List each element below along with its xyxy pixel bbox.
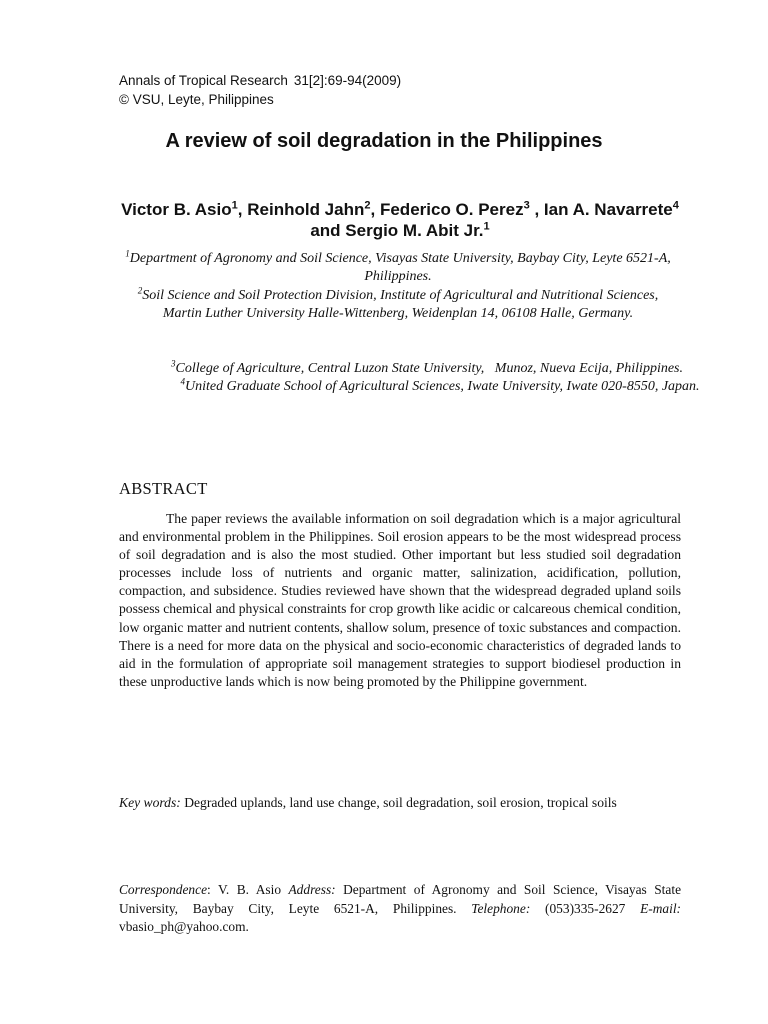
author-affiliation-marker: 3 <box>523 199 530 212</box>
affiliation-text: United Graduate School of Agricultural Sciences, Iwate University, Iwate 020-8550, Japan. <box>184 379 700 394</box>
paper-title: A review of soil degradation in the Philippines <box>165 130 603 152</box>
author-name: Reinhold Jahn <box>247 200 365 219</box>
author-affiliation-marker: 1 <box>483 220 490 233</box>
address-label: Address: <box>288 882 336 897</box>
abstract-heading: ABSTRACT <box>119 479 208 498</box>
author-separator: , <box>529 200 544 219</box>
author-separator: , <box>237 200 248 219</box>
correspondence <box>119 881 681 937</box>
author-affiliation-marker: 1 <box>231 199 238 212</box>
affiliation-text: Soil Science and Soil Protection Division, Institute of Agricultural and Nutritional Sciences, Martin Luther University Halle-Wittenberg, Weidenplan 14, 06108 Halle, Germany. <box>142 288 659 321</box>
affiliation-marker: 3 <box>171 357 176 368</box>
affiliation-text: Department of Agronomy and Soil Science, Visayas State University, Baybay City, Leyte 6521-A, Philippines. <box>129 251 671 284</box>
author-name: Ian A. Navarrete <box>543 200 673 219</box>
author-name: Federico O. Perez <box>379 200 524 219</box>
journal-header <box>119 71 401 109</box>
address-value: Department of Agronomy and Soil Science, Visayas State University, Baybay City, Leyte 6521-A, Philippines. <box>119 882 682 916</box>
keywords <box>119 794 759 812</box>
email-label: E-mail: <box>640 900 681 916</box>
author-affiliation-marker: 4 <box>672 199 679 212</box>
author-list <box>110 199 690 241</box>
copyright-line: © VSU, Leyte, Philippines <box>119 92 274 107</box>
keywords-text: Degraded uplands, land use change, soil degradation, soil erosion, tropical soils <box>184 795 617 810</box>
keywords-label: Key words: <box>119 795 181 810</box>
correspondence-name: : V. B. Asio <box>207 882 289 897</box>
author-separator: and <box>310 221 346 240</box>
abstract-body: The paper reviews the available information on soil degradation which is a major agricultural and environmental problem in the Philippines. Soil erosion appears to be the most widespread process of soil degradation and is also the most studied. Other important but less studied soil degradation processes include loss of nutrients and organic matter, salinization, acidification, pollution, compaction, and subsidence. Studies reviewed have shown that the widespread degraded upland soils possess chemical and physical constraints for crop growth like acidic or calcareous chemical condition, low organic matter and nutrient contents, shallow solum, presence of toxic substances and compaction. There is a need for more data on the physical and socio-economic characteristics of degraded lands to aid in the formulation of appropriate soil management strategies to support biodiesel production in these unproductive lands which is now being promoted by the Philippine government. <box>119 511 681 689</box>
author-affiliation-marker: 2 <box>364 199 371 212</box>
affiliation-marker: 1 <box>125 248 130 259</box>
affiliation-marker: 4 <box>180 376 185 387</box>
affiliation-2 <box>118 287 678 322</box>
author-name: Victor B. Asio <box>121 200 232 219</box>
affiliation-4 <box>180 378 700 396</box>
journal-name: Annals of Tropical Research <box>119 73 288 88</box>
correspondence-label: Correspondence <box>119 882 208 897</box>
telephone-label: Telephone: <box>471 900 531 916</box>
author-name: Sergio M. Abit Jr. <box>345 221 484 240</box>
email-value: vbasio_ph@yahoo.com. <box>119 919 249 934</box>
affiliation-marker: 2 <box>137 285 143 296</box>
journal-volume: 31[2]:69-94(2009) <box>293 73 402 88</box>
telephone-value: (053)335-2627 <box>530 900 641 916</box>
author-separator: , <box>370 200 380 219</box>
affiliation-1 <box>118 250 678 285</box>
affiliation-text: College of Agriculture, Central Luzon State University, Munoz, Nueva Ecija, Philippines. <box>175 360 683 376</box>
